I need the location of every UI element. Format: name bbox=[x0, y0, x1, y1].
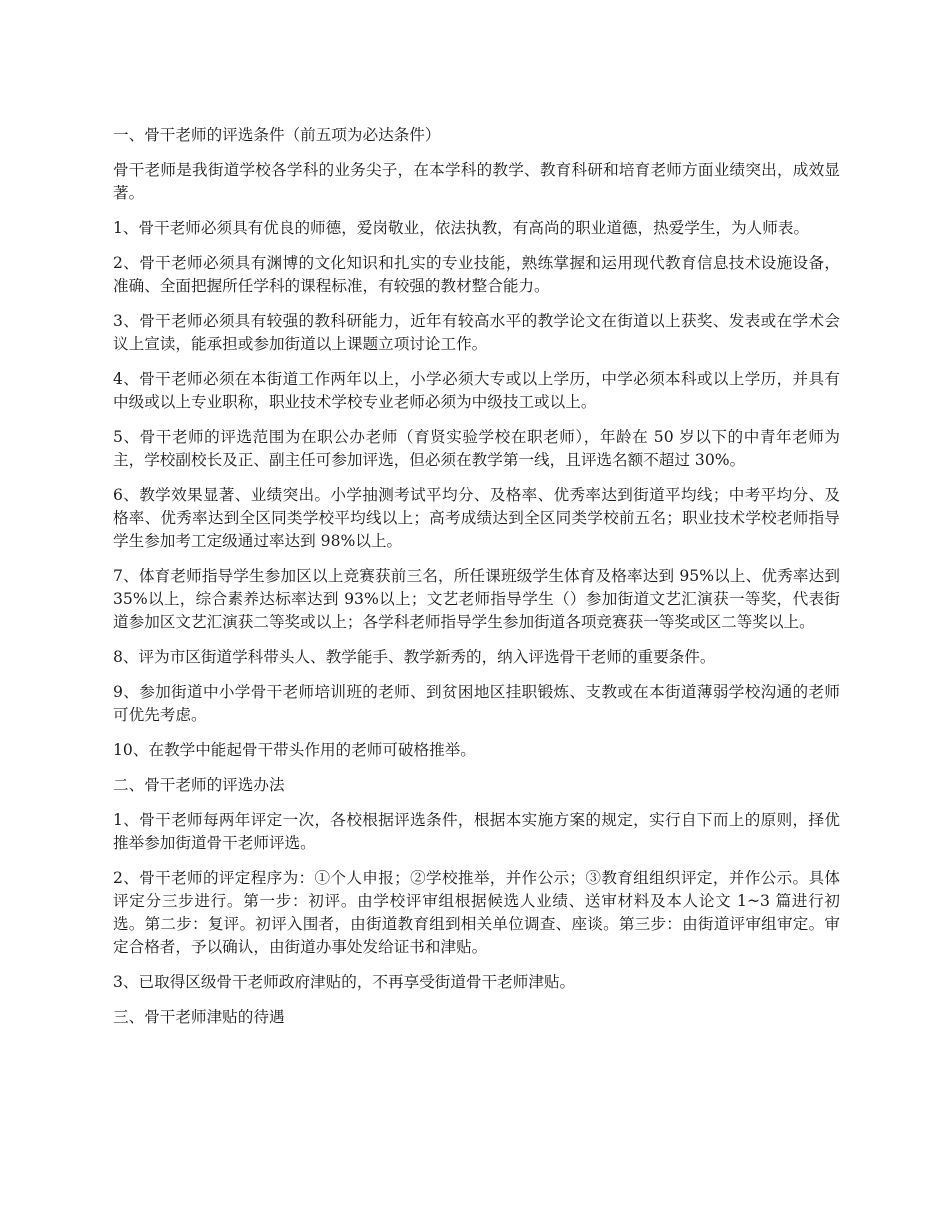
criterion-3: 3、骨干老师必须具有较强的教科研能力，近年有较高水平的教学论文在街道以上获奖、发表或在学术会议上宣读，能承担或参加街道以上课题立项讨论工作。 bbox=[113, 312, 840, 353]
method-2: 2、骨干老师的评定程序为：①个人申报；②学校推举，并作公示；③教育组组织评定，并作公示。具体评定分三步进行。第一步：初评。由学校评审组根据候选人业绩、送审材料及本人论文 1~3 篇进行初选。第二步：复评。初评入围者，由街道教育组到相关单位调查、座谈。第三步：由街道评审组审定。审定合格者，予以确认，由街道办事处发给证书和津贴。 bbox=[113, 869, 840, 956]
criterion-9: 9、参加街道中小学骨干老师培训班的老师、到贫困地区挂职锻炼、支教或在本街道薄弱学校沟通的老师可优先考虑。 bbox=[113, 683, 840, 724]
intro-paragraph: 骨干老师是我街道学校各学科的业务尖子，在本学科的教学、教育科研和培育老师方面业绩突出，成效显著。 bbox=[113, 161, 840, 202]
criterion-1: 1、骨干老师必须具有优良的师德，爱岗敬业，依法执教，有高尚的职业道德，热爱学生，为人师表。 bbox=[113, 219, 810, 237]
criterion-4: 4、骨干老师必须在本街道工作两年以上，小学必须大专或以上学历，中学必须本科或以上学历，并具有中级或以上专业职称，职业技术学校专业老师必须为中级技工或以上。 bbox=[113, 370, 840, 411]
criterion-7: 7、体育老师指导学生参加区以上竞赛获前三名，所任课班级学生体育及格率达到 95%以上、优秀率达到 35%以上，综合素养达标率达到 93%以上；文艺老师指导学生（）参加街道文艺汇演获一等奖，代表街道参加区文艺汇演获二等奖或以上；各学科老师指导学生参加街道各项竞赛获一等奖或区二等奖以上。 bbox=[113, 567, 840, 631]
section-heading-2: 二、骨干老师的评选办法 bbox=[113, 776, 285, 794]
section-heading-1: 一、骨干老师的评选条件（前五项为必达条件） bbox=[113, 126, 441, 144]
criterion-8: 8、评为市区街道学科带头人、教学能手、教学新秀的，纳入评选骨干老师的重要条件。 bbox=[113, 648, 716, 666]
document-body bbox=[113, 124, 840, 1041]
section-heading-3: 三、骨干老师津贴的待遇 bbox=[113, 1008, 285, 1026]
criterion-2: 2、骨干老师必须具有渊博的文化知识和扎实的专业技能，熟练掌握和运用现代教育信息技术设施设备，准确、全面把握所任学科的课程标准，有较强的教材整合能力。 bbox=[113, 254, 840, 295]
criterion-10: 10、在教学中能起骨干带头作用的老师可破格推举。 bbox=[113, 741, 476, 759]
method-1: 1、骨干老师每两年评定一次，各校根据评选条件，根据本实施方案的规定，实行自下而上的原则，择优推举参加街道骨干老师评选。 bbox=[113, 811, 840, 852]
criterion-5: 5、骨干老师的评选范围为在职公办老师（育贤实验学校在职老师），年龄在 50 岁以下的中青年老师为主，学校副校长及正、副主任可参加评选，但必须在教学第一线，且评选名额不超过 30%。 bbox=[113, 428, 840, 469]
criterion-6: 6、教学效果显著、业绩突出。小学抽测考试平均分、及格率、优秀率达到街道平均线；中考平均分、及格率、优秀率达到全区同类学校平均线以上；高考成绩达到全区同类学校前五名；职业技术学校老师指导学生参加考工定级通过率达到 98%以上。 bbox=[113, 486, 840, 550]
method-3: 3、已取得区级骨干老师政府津贴的，不再享受街道骨干老师津贴。 bbox=[113, 973, 576, 991]
